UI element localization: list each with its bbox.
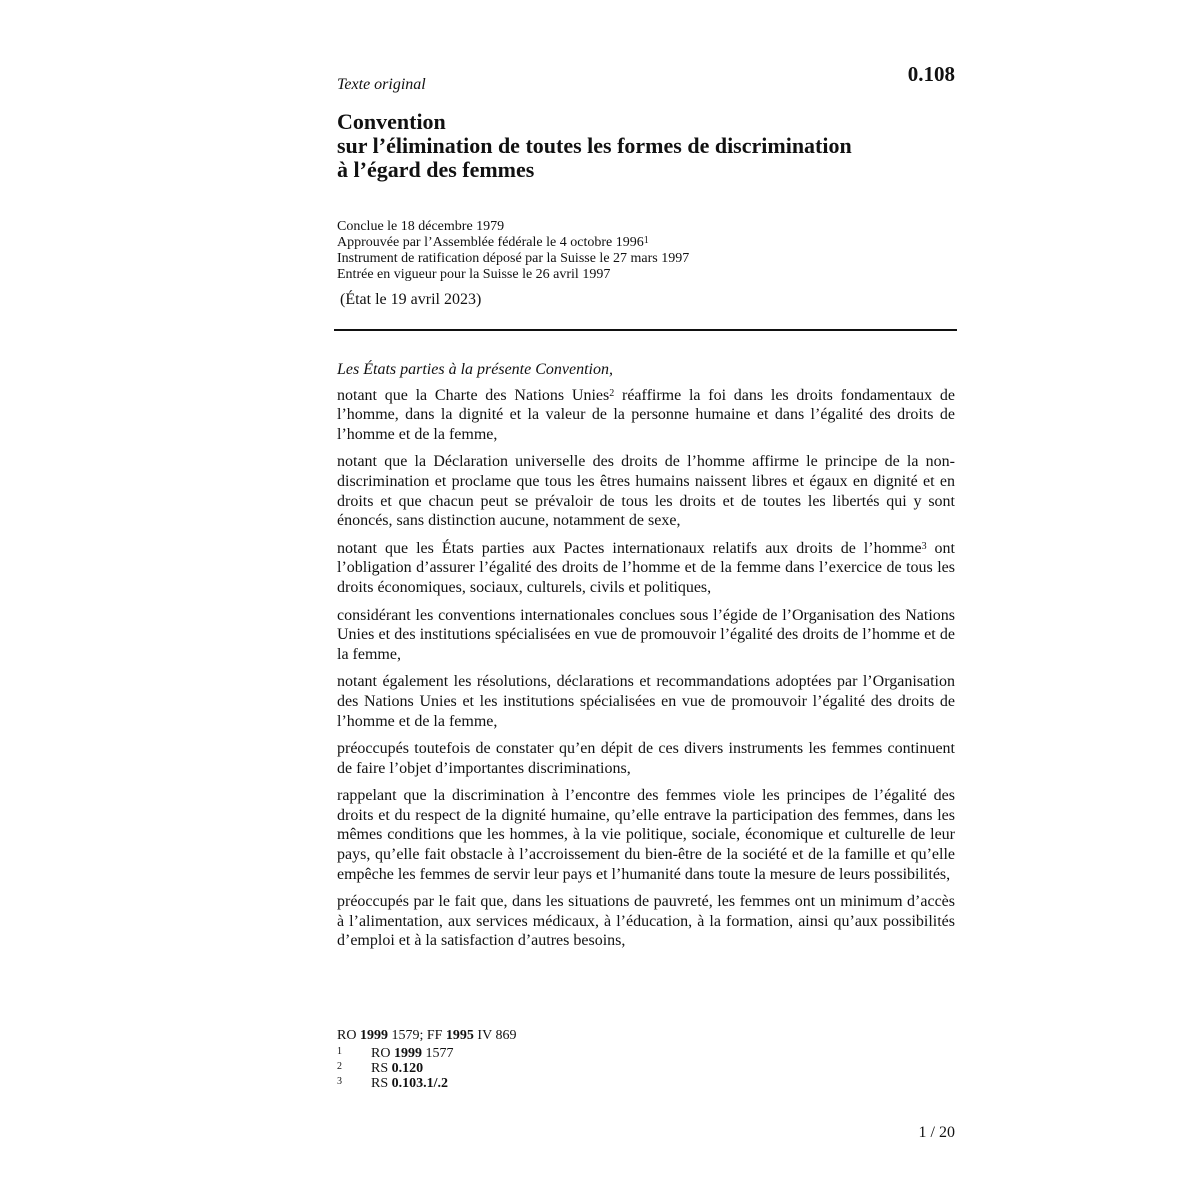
footnote-ref-3[interactable]: 3 (921, 540, 927, 552)
title-line-1: Convention (337, 109, 446, 134)
publication-source (337, 1028, 516, 1044)
document-number: 0.108 (907, 62, 955, 86)
footnote-number: 3 (337, 1076, 342, 1087)
footnote-prefix: RS (371, 1061, 389, 1076)
document-metadata (337, 219, 957, 283)
paragraph (337, 539, 955, 598)
paragraph: préoccupés toutefois de constater qu’en dépit de ces divers instruments les femmes continuent de faire l’objet d’importantes discriminations, (337, 740, 955, 777)
source-ro: RO (337, 1028, 357, 1043)
footnote (337, 1076, 453, 1091)
title-line-2: sur l’élimination de toutes les formes de discrimination (337, 133, 852, 158)
approval-line (337, 235, 957, 251)
concluded-date: Conclue le 18 décembre 1979 (337, 219, 505, 234)
entry-into-force-line: Entrée en vigueur pour la Suisse le 26 avril 1997 (337, 267, 611, 282)
footnote-number: 2 (337, 1061, 342, 1072)
footnote-prefix: RS (371, 1076, 389, 1091)
paragraph: notant également les résolutions, déclarations et recommandations adoptées par l’Organisation des Nations Unies et les institutions spécialisées en vue de promouvoir l’égalité des droits de l’homme et de la femme, (337, 673, 955, 730)
source-ff-year: 1995 (445, 1028, 474, 1043)
source-ro-year: 1999 (359, 1028, 388, 1043)
footnote-prefix: RO (371, 1046, 391, 1061)
footnote-number: 1 (337, 1046, 342, 1057)
paragraph-text: réaffirme la foi dans les droits fondamentaux de l’homme, dans la dignité et la valeur de la personne humaine et dans l’égalité des droits de l’homme et de la femme, (337, 386, 955, 443)
source-ro-page: 1579; FF (391, 1028, 443, 1043)
paragraph-text: notant que les États parties aux Pactes internationaux relatifs aux droits de l’homme (337, 539, 922, 557)
header-divider (334, 329, 957, 331)
paragraph: notant que la Déclaration universelle des droits de l’homme affirme le principe de la non-discrimination et proclame que tous les êtres humains naissent libres et égaux en dignité et en droits et que chacun peut se prévaloir de tous les droits et de toutes les libertés qui y sont énoncés, sans distinction aucune, notamment de sexe, (337, 453, 955, 530)
page-number: 1 / 20 (918, 1124, 955, 1141)
document-body (337, 360, 955, 959)
original-text-label: Texte original (337, 76, 426, 93)
state-date: (État le 19 avril 2023) (340, 291, 482, 308)
footnote-ref-1[interactable]: 1 (643, 235, 649, 246)
footnotes (337, 1046, 453, 1091)
paragraph: considérant les conventions internationales conclues sous l’égide de l’Organisation des Nations Unies et des institutions spécialisées en vue de promouvoir l’égalité des droits de l’homme et de la femme, (337, 606, 955, 663)
paragraph (337, 386, 955, 445)
preamble: Les États parties à la présente Convention, (337, 361, 613, 378)
ratification-line: Instrument de ratification déposé par la Suisse le 27 mars 1997 (337, 251, 690, 266)
approval-text: Approuvée par l’Assemblée fédérale le 4 octobre 1996 (337, 235, 644, 250)
title-line-3: à l’égard des femmes (337, 157, 535, 182)
footnote-suffix: 1577 (425, 1046, 454, 1061)
source-ff-rest: IV 869 (477, 1028, 517, 1043)
paragraph-text: ont l’obligation d’assurer l’égalité des droits de l’homme et de la femme dans l’exercice de tous les droits économiques, sociaux, culturels, civils et politiques, (337, 539, 955, 596)
document-title (337, 110, 957, 182)
footnote-ref-2[interactable]: 2 (609, 387, 615, 399)
paragraph: préoccupés par le fait que, dans les situations de pauvreté, les femmes ont un minimum d’accès à l’alimentation, aux services médicaux, à l’éducation, à la formation, ainsi qu’aux possibilités d’emploi et à la satisfaction d’autres besoins, (337, 893, 955, 950)
footnote-ref: 1999 (393, 1046, 422, 1061)
paragraph-text: notant que la Charte des Nations Unies (337, 386, 610, 404)
footnote-ref: 0.103.1/.2 (391, 1076, 449, 1091)
footnote-ref: 0.120 (391, 1061, 424, 1076)
paragraph: rappelant que la discrimination à l’encontre des femmes viole les principes de l’égalité des droits et du respect de la dignité humaine, qu’elle entrave la participation des femmes, dans les mêmes conditions que les hommes, à la vie politique, sociale, économique et culturelle de leur pays, qu’elle fait obstacle à l’accroissement du bien-être de la société et de la famille et qu’elle empêche les femmes de servir leur pays et l’humanité dans toute la mesure de leurs possibilités, (337, 787, 955, 883)
